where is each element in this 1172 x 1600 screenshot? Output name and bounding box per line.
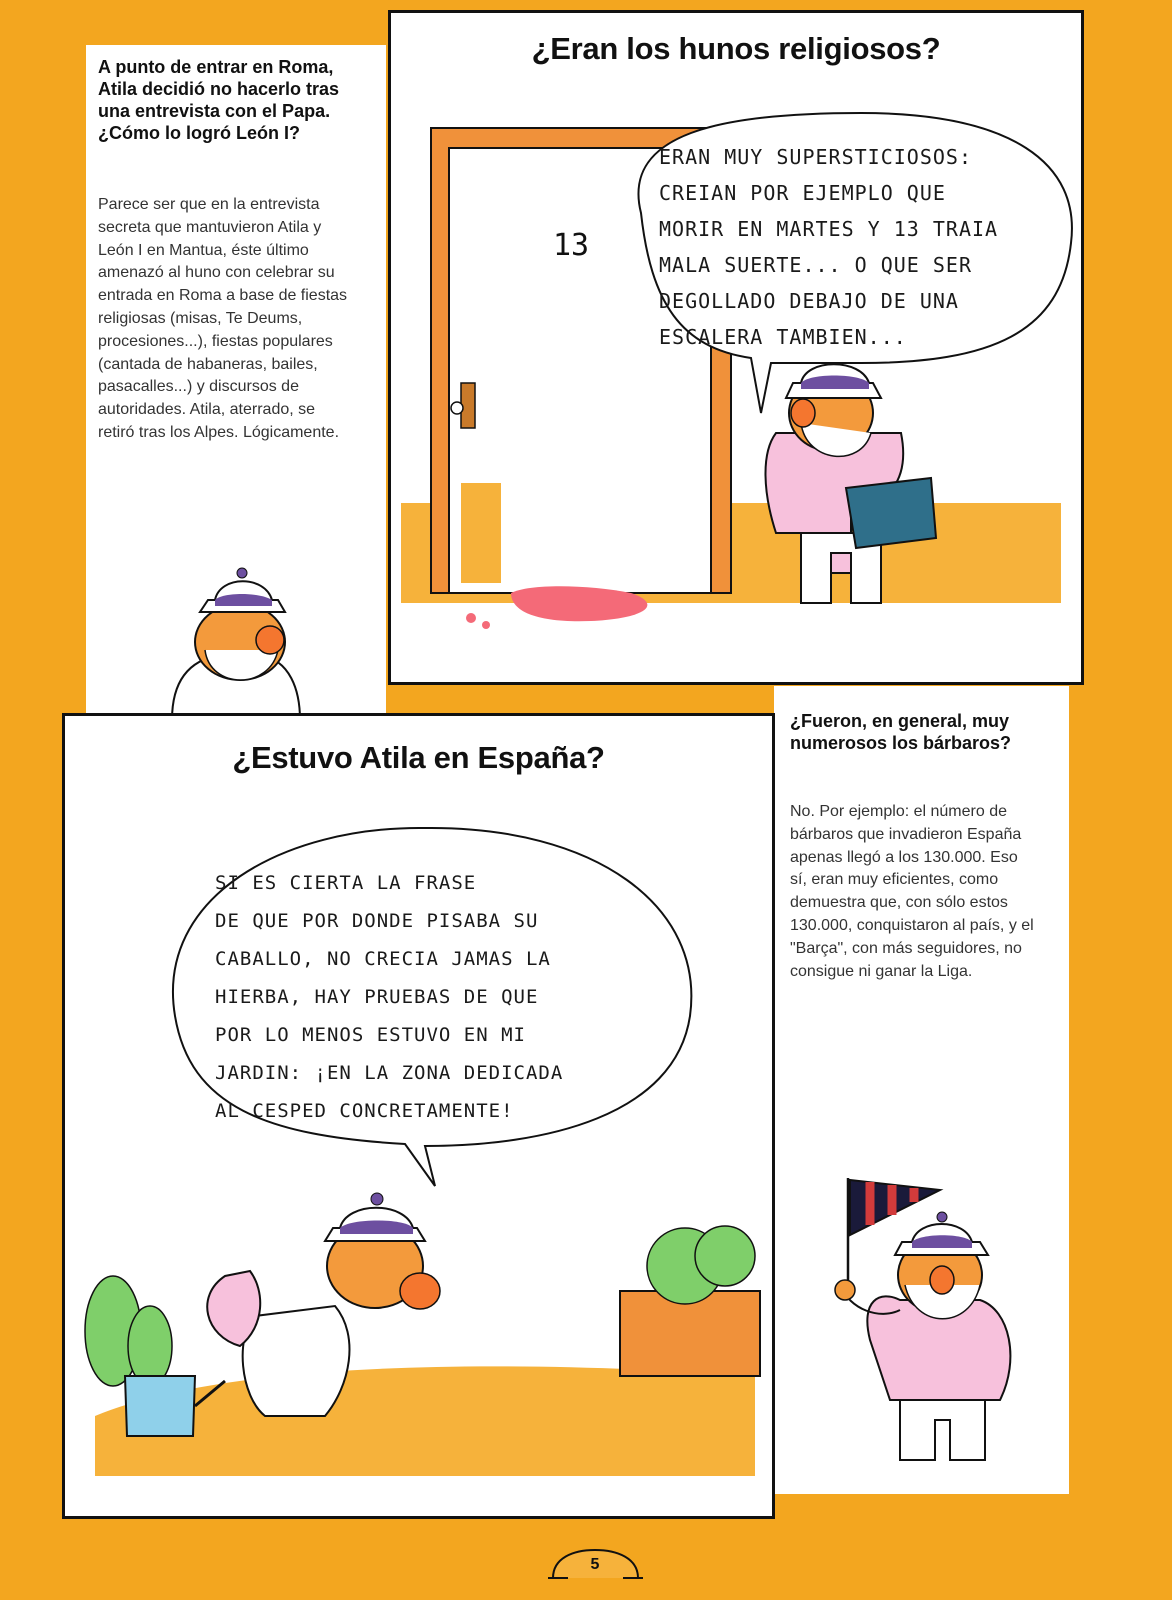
speech-line: POR LO MENOS ESTUVO EN MI	[215, 1024, 526, 1046]
speech-line: SI ES CIERTA LA FRASE	[215, 872, 477, 894]
speech-bubble-garden	[215, 864, 675, 1130]
speech-line: ESCALERA TAMBIEN...	[659, 325, 907, 349]
sidebar-bottom-body: No. Por ejemplo: el número de bárbaros que invadieron España apenas llegó a los 130.000. Eso sí, eran muy eficientes, como demuestra que, con sólo estos 130.000, conquistaron al país, y el "Barça", con más seguidores, no consigue ni ganar la Liga.	[790, 803, 1034, 980]
speech-line: DEGOLLADO DEBAJO DE UNA	[659, 289, 959, 313]
speech-line: CABALLO, NO CRECIA JAMAS LA	[215, 948, 551, 970]
speech-line: MALA SUERTE... O QUE SER	[659, 253, 972, 277]
speech-line: HIERBA, HAY PRUEBAS DE QUE	[215, 986, 539, 1008]
comic-panel-spain	[62, 713, 775, 1519]
speech-line: MORIR EN MARTES Y 13 TRAIA	[659, 217, 999, 241]
page-number: 5	[590, 1556, 600, 1573]
speech-line: JARDIN: ¡EN LA ZONA DEDICADA	[215, 1062, 564, 1084]
panel-top-title: ¿Eran los hunos religiosos?	[531, 31, 941, 66]
speech-bubble-superstitions	[659, 139, 1069, 355]
sidebar-bottom-heading: ¿Fueron, en general, muy numerosos los bárbaros?	[790, 711, 1012, 753]
hun-with-flag-illustration	[820, 1160, 1040, 1480]
sidebar-top-body: Parece ser que en la entrevista secreta que mantuvieron Atila y León I en Mantua, éste último amenazó al huno con celebrar su entrada en Roma a base de fiestas religiosas (misas, Te Deums, procesiones...), fiestas populares (cantada de habaneras, bailes, pasacalles...) y discursos de autoridades. Atila, aterrado, se retiró tras los Alpes. Lógicamente.	[98, 196, 348, 441]
speech-line: CREIAN POR EJEMPLO QUE	[659, 181, 946, 205]
hun-illustration-small	[160, 560, 310, 720]
speech-line: AL CESPED CONCRETAMENTE!	[215, 1100, 514, 1122]
comic-panel-superstitions	[388, 10, 1084, 685]
speech-line: DE QUE POR DONDE PISABA SU	[215, 910, 539, 932]
sidebar-top-heading: A punto de entrar en Roma, Atila decidió no hacerlo tras una entrevista con el Papa. ¿Cómo lo logró León I?	[98, 57, 340, 143]
speech-line: ERAN MUY SUPERSTICIOSOS:	[659, 145, 972, 169]
panel-bottom-title: ¿Estuvo Atila en España?	[232, 740, 605, 775]
door-number: 13	[553, 228, 590, 263]
